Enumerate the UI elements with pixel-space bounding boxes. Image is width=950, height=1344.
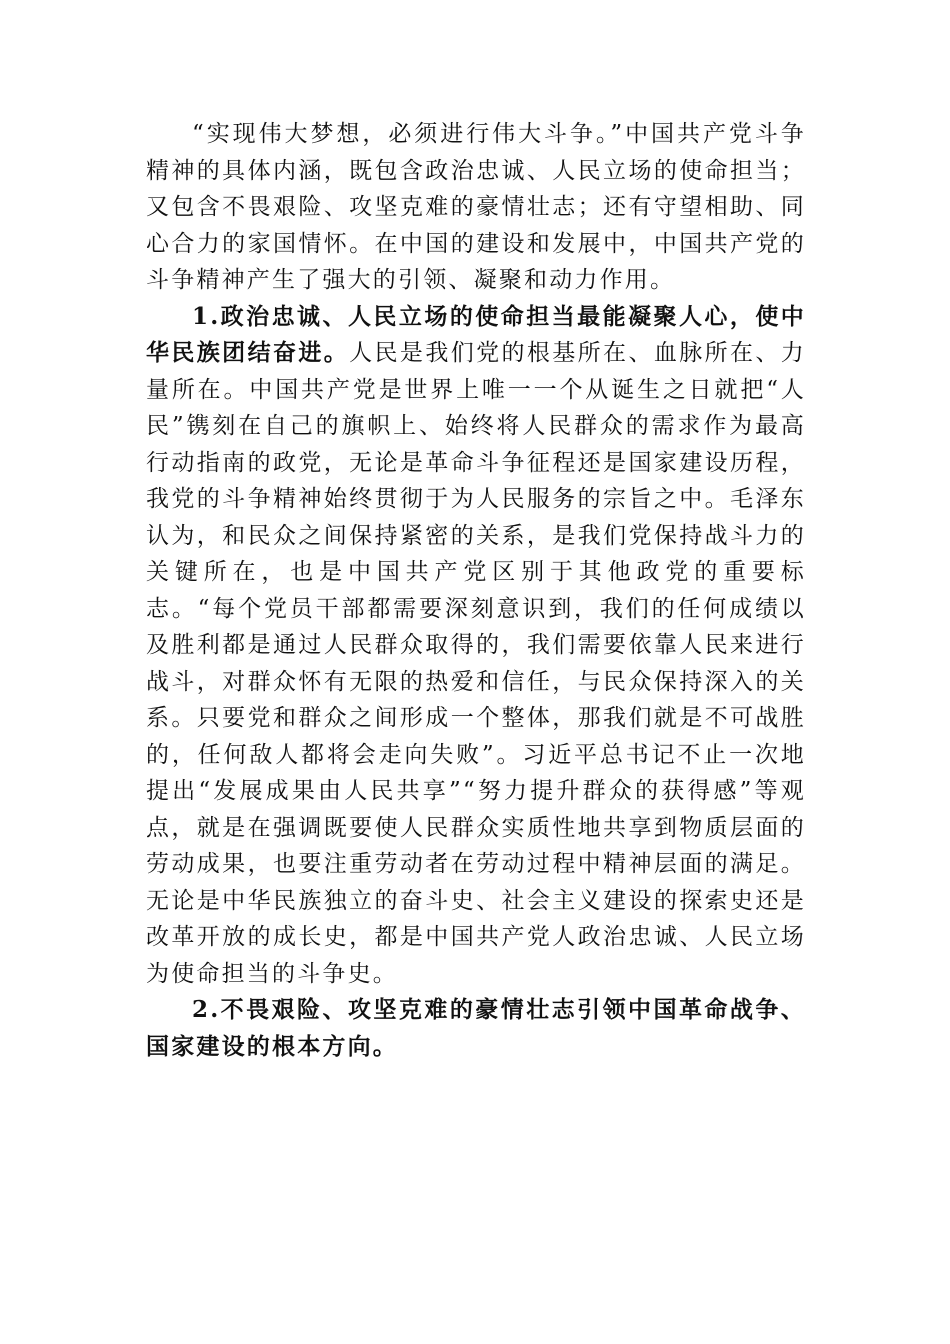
paragraph-section-1 [146, 299, 806, 993]
section-1-body: 人民是我们党的根基所在、血脉所在、力量所在。中国共产党是世界上唯一一个从诞生之日就把“人民”镌刻在自己的旗帜上、始终将人民群众的需求作为最高行动指南的政党，无论是革命斗争征程还是国家建设历程，我党的斗争精神始终贯彻于为人民服务的宗旨之中。毛泽东认为，和民众之间保持紧密的关系，是我们党保持战斗力的关键所在，也是中国共产党区别于其他政党的重要标志。“每个党员干部都需要深刻意识到，我们的任何成绩以及胜利都是通过人民群众取得的，我们需要依靠人民来进行战斗，对群众怀有无限的热爱和信任，与民众保持深入的关系。只要党和群众之间形成一个整体，那我们就是不可战胜的，任何敌人都将会走向失败”。习近平总书记不止一次地提出“发展成果由人民共享”“努力提升群众的获得感”等观点，就是在强调既要使人民群众实质性地共享到物质层面的劳动成果，也要注重劳动者在劳动过程中精神层面的满足。无论是中华民族独立的奋斗史、社会主义建设的探索史还是改革开放的成长史，都是中国共产党人政治忠诚、人民立场为使命担当的斗争史。 [146, 340, 806, 987]
section-2-heading: 2.不畏艰险、攻坚克难的豪情壮志引领中国革命战争、国家建设的根本方向。 [146, 996, 806, 1060]
section-1-heading: 1.政治忠诚、人民立场的使命担当最能凝聚人心，使中华民族团结奋进。 [146, 302, 806, 366]
paragraph-intro: “实现伟大梦想，必须进行伟大斗争。”中国共产党斗争精神的具体内涵，既包含政治忠诚、人民立场的使命担当；又包含不畏艰险、攻坚克难的豪情壮志；还有守望相助、同心合力的家国情怀。在中国的建设和发展中，中国共产党的斗争精神产生了强大的引领、凝聚和动力作用。 [146, 121, 806, 293]
document-body [146, 116, 806, 1065]
